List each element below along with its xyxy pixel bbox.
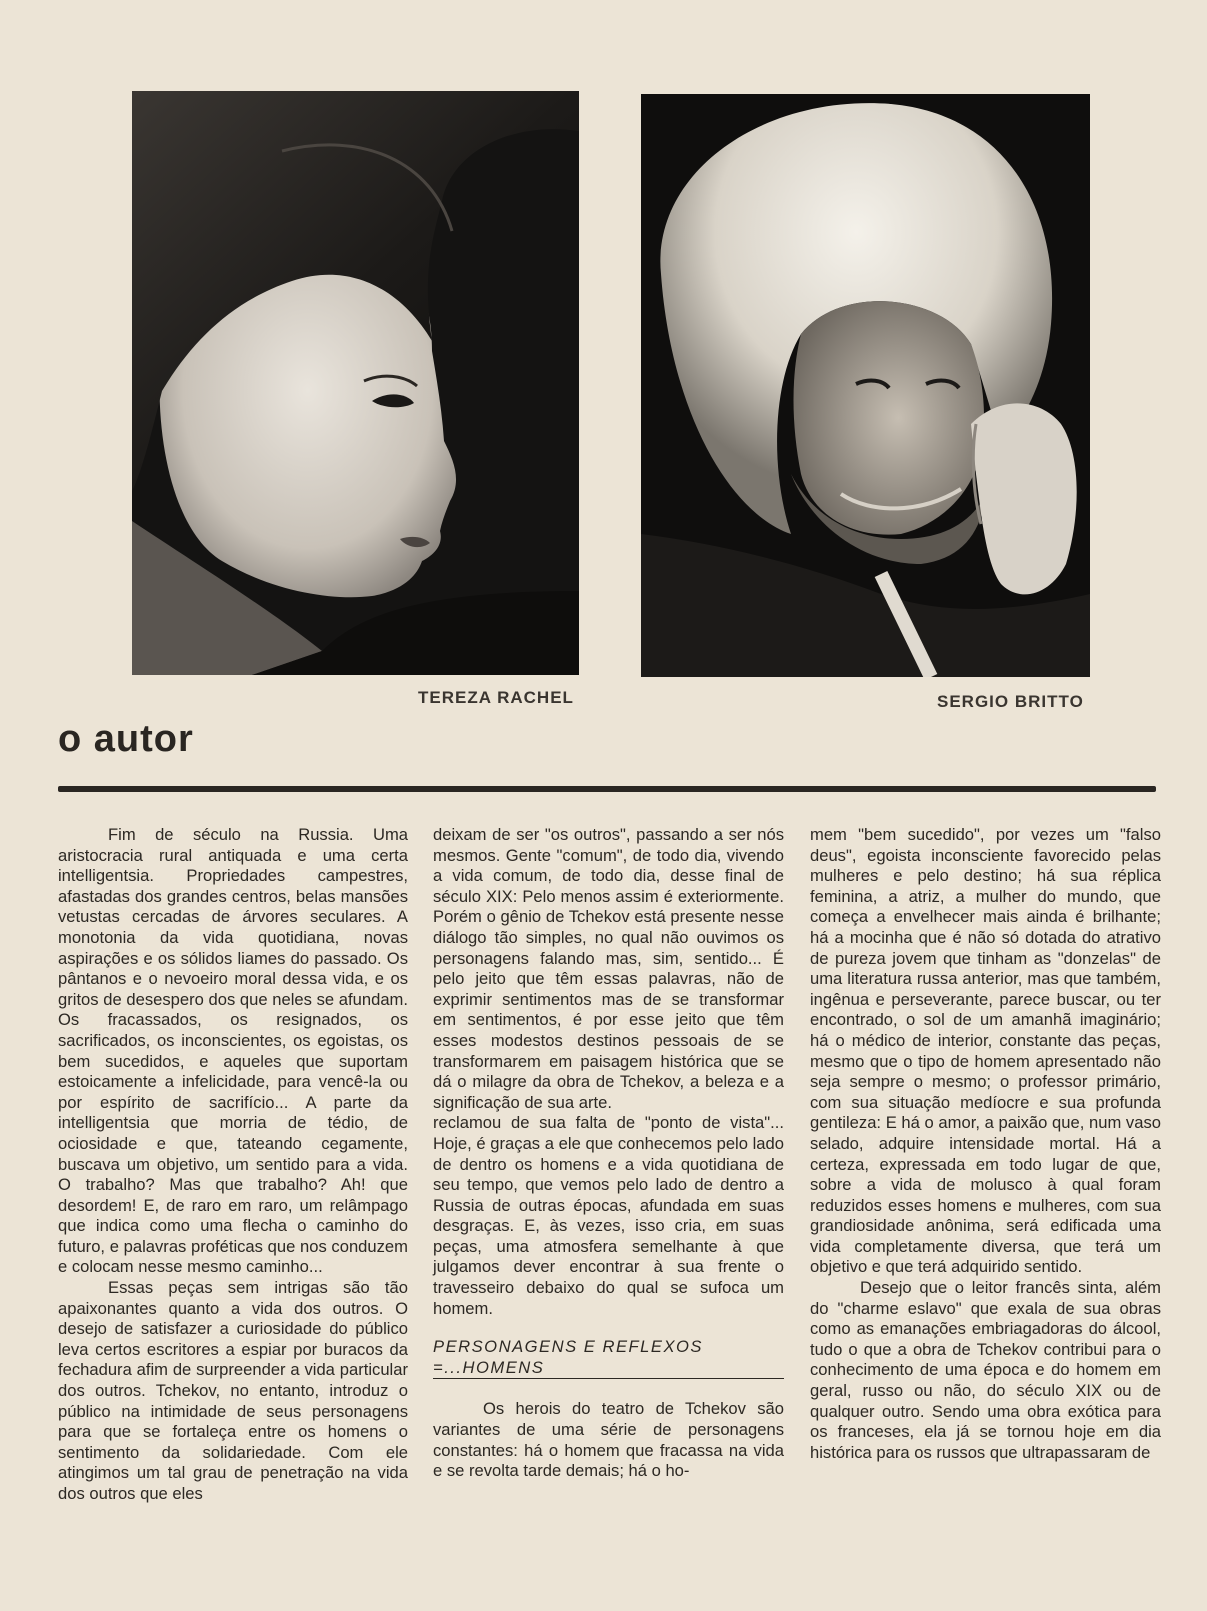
paragraph: reclamou de sua falta de "ponto de vista"... Hoje, é graças a ele que conhecemos pelo lado de dentro os homens e a vida quotidiana de seu tempo, que vemos pelo lado de dentro a Russia de outras épocas, afundada em suas desgraças. E, às vezes, isso cria, em suas peças, uma atmosfera semelhante à que julgamos dever encontrar à sua frente o travesseiro debaixo do qual se sufoca um homem. [433, 1113, 784, 1318]
photo-caption-tereza-rachel: TEREZA RACHEL [418, 688, 574, 707]
paragraph: mem "bem sucedido", por vezes um "falso deus", egoista inconsciente favorecido pelas mulheres e pelo destino; há sua réplica feminina, a atriz, a mulher do mundo, que começa a envelhecer mais ainda é brilhante; há a mocinha que é não só dotada do atrativo de pureza jovem que tinham as "donzelas" de uma literatura russa anterior, mas que também, ingênua e perseverante, parece buscar, ou ter encontrado, o sol de um amanhã imaginário; há o médico de interior, constante das peças, mesmo que o tipo de homem apresentado não seja sempre o mesmo; o professor primário, com sua situação medíocre e sua profunda gentileza: E há o amor, a paixão que, num vaso selado, adquire intensidade mortal. Há a certeza, expressada em todo lugar de que, sobre a vida de molusco à qual foram reduzidos esses homens e mulheres, com sua grandiosidade anônima, será edificada uma vida completamente diversa, que terá um objetivo e que terá adquirido sentido. [810, 825, 1161, 1277]
paragraph: Fim de século na Russia. Uma aristocracia rural antiquada e uma certa intelligentsia. Propriedades campestres, afastadas dos grandes centros, belas mansões vetustas cercadas de árvores seculares. A monotonia da vida quotidiana, novas aspirações e os sólidos liames do passado. Os pântanos e o nevoeiro moral dessa vida, e os gritos de desespero dos que neles se afundam. Os fracassados, os resignados, os sacrificados, os inconscientes, os egoistas, os bem sucedidos, e aqueles que suportam estoicamente a infelicidade, para vencê-la ou por espírito de sacrifício... A parte da intelligentsia que morria de tédio, de ociosidade e que, tateando cegamente, buscava um objetivo, um sentido para a vida. O trabalho? Mas que trabalho? Ah! que desordem! E, de raro em raro, um relâmpago que indica como uma flecha o caminho do futuro, e palavras proféticas que nos conduzem e colocam nesse mesmo caminho... [58, 825, 408, 1277]
article-column-3 [810, 825, 1161, 1463]
paragraph: Essas peças sem intrigas são tão apaixonantes quanto a vida dos outros. O desejo de satisfazer a curiosidade do público leva certos escritores a espiar por buracos da fechadura afim de surpreender a vida particular dos outros. Tchekov, no entanto, introduz o público na intimidade de seus personagens para que se fortaleça entre os homens o sentimento da solidariedade. Com ele atingimos um tal grau de penetração na vida dos outros que eles [58, 1278, 408, 1503]
article-column-2 [433, 825, 784, 1482]
photo-caption-sergio-britto: SERGIO BRITTO [937, 692, 1084, 711]
paragraph: Os herois do teatro de Tchekov são variantes de uma série de personagens constantes: há o homem que fracassa na vida e se revolta tarde demais; há o ho- [433, 1399, 784, 1481]
article-column-1 [58, 825, 408, 1505]
subheading [433, 1337, 784, 1379]
portrait-bearded-man [641, 94, 1090, 677]
portrait-woman-profile [132, 91, 579, 675]
paragraph: deixam de ser "os outros", passando a ser nós mesmos. Gente "comum", de todo dia, vivendo a vida comum, de todo dia, desse final de século XIX: Pelo menos assim é exteriormente. Porém o gênio de Tchekov está presente nesse diálogo tão simples, no qual não ouvimos os personagens falando mas, sim, sentido... É pelo jeito que têm essas palavras, não de exprimir sentimentos mas de se transformar em sentimentos, é por esse jeito que têm esses modestos destinos pessoais de se transformarem em paisagem histórica que se dá o milagre da obra de Tchekov, a beleza e a significação de sua arte. [433, 825, 784, 1112]
paragraph: Desejo que o leitor francês sinta, além do "charme eslavo" que exala de sua obras como as emanações embriagadoras do álcool, tudo o que a obra de Tchekov contribui para o conhecimento de uma época e do homem em geral, russo ou não, do século XIX ou de qualquer outro. Sendo uma obra exótica para os franceses, ela já se tornou hoje em dia histórica para os russos que ultrapassaram de [810, 1278, 1161, 1462]
subheading-line-2: =...HOMENS [433, 1358, 784, 1380]
photo-tereza-rachel [132, 91, 579, 675]
section-divider [58, 786, 1156, 792]
photo-sergio-britto [641, 94, 1090, 677]
section-title: o autor [58, 718, 194, 760]
subheading-line-1: PERSONAGENS E REFLEXOS [433, 1337, 703, 1357]
